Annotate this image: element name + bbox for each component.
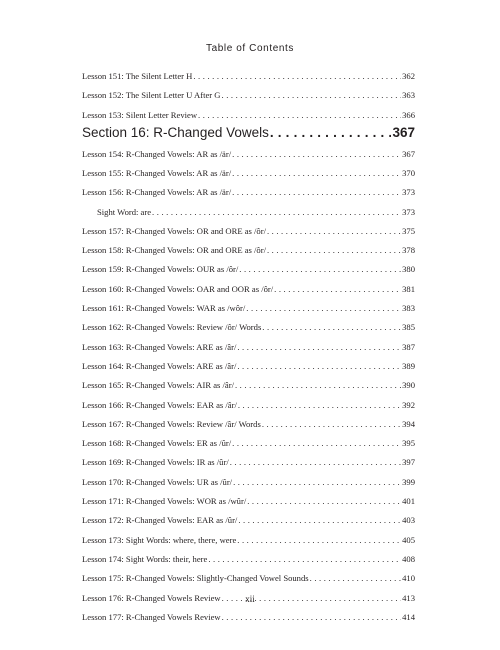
toc-entry-title: Lesson 177: R-Changed Vowels Review [82, 611, 221, 622]
toc-entry[interactable] [82, 109, 415, 121]
toc-dot-leader [232, 148, 401, 160]
toc-entry-title: Lesson 159: R-Changed Vowels: OUR as /ôr/ [82, 264, 239, 275]
toc-dot-leader [232, 437, 401, 449]
toc-entry-title: Lesson 164: R-Changed Vowels: ARE as /âr/ [82, 360, 237, 371]
toc-entry-page: 413 [402, 592, 415, 603]
toc-entry-page: 373 [402, 206, 415, 217]
toc-dot-leader [262, 418, 401, 430]
toc-entry[interactable] [82, 437, 415, 449]
toc-entry-page: 389 [402, 360, 415, 371]
toc-entry-page: 414 [402, 611, 415, 622]
toc-entry[interactable] [82, 148, 415, 160]
toc-entry-title: Lesson 154: R-Changed Vowels: AR as /är/ [82, 148, 232, 159]
toc-dot-leader [238, 399, 401, 411]
toc-entry[interactable] [82, 341, 415, 353]
toc-dot-leader [239, 263, 401, 275]
toc-dot-leader [237, 360, 401, 372]
toc-entry[interactable] [82, 611, 415, 623]
toc-entry-title: Lesson 153: Silent Letter Review [82, 109, 198, 120]
toc-entry[interactable] [82, 225, 415, 237]
toc-entry[interactable] [82, 514, 415, 526]
toc-entry[interactable] [82, 283, 415, 295]
toc-entry-title: Lesson 161: R-Changed Vowels: WAR as /wôr/ [82, 303, 246, 313]
toc-dot-leader [233, 476, 401, 488]
toc-dot-leader [267, 225, 401, 237]
toc-entry-page: 380 [402, 264, 415, 275]
toc-entry-page: 403 [402, 515, 415, 526]
toc-entry[interactable] [82, 89, 415, 101]
toc-entry-page: 362 [402, 71, 415, 81]
toc-entry[interactable] [82, 186, 415, 198]
toc-entry-title: Lesson 156: R-Changed Vowels: AR as /är/ [82, 187, 232, 198]
toc-entry[interactable] [82, 399, 415, 411]
toc-dot-leader [232, 167, 401, 179]
page-number: xii [245, 594, 255, 604]
toc-entry-title: Lesson 157: R-Changed Vowels: OR and ORE as /ôr/ [82, 225, 266, 236]
toc-dot-leader [198, 109, 401, 121]
toc-entry[interactable] [82, 418, 415, 430]
toc-dot-leader [267, 244, 401, 256]
toc-entry-page: 395 [402, 438, 415, 449]
toc-entry-title: Lesson 158: R-Changed Vowels: OR and ORE as /ôr/ [82, 245, 266, 256]
toc-entry-page: 387 [402, 341, 415, 352]
toc-dot-leader [208, 553, 401, 565]
toc-dot-leader [235, 379, 401, 391]
toc-entry[interactable] [82, 572, 415, 584]
toc-entry-title: Sight Word: are [97, 206, 152, 217]
toc-entry[interactable] [82, 553, 415, 565]
toc-entry[interactable] [82, 167, 415, 179]
toc-entry-page: 392 [402, 399, 415, 410]
toc-dot-leader [246, 302, 401, 314]
toc-entry[interactable] [82, 495, 415, 507]
toc-entry[interactable] [97, 206, 415, 218]
toc-entry-page: 370 [402, 167, 415, 178]
toc-entry[interactable] [82, 456, 415, 468]
toc-dot-leader [238, 514, 401, 526]
toc-entry-page: 367 [392, 125, 415, 141]
toc-entry-page: 385 [402, 322, 415, 333]
toc-dot-leader [230, 456, 401, 468]
toc-entry-title: Lesson 152: The Silent Letter U After G [82, 90, 221, 101]
toc-entry-page: 383 [402, 303, 415, 313]
toc-entry-page: 405 [402, 534, 415, 545]
toc-entry-page: 373 [402, 187, 415, 198]
toc-entry[interactable] [82, 476, 415, 488]
toc-dot-leader [232, 186, 401, 198]
toc-entry[interactable] [82, 263, 415, 275]
toc-entry[interactable] [82, 321, 415, 333]
toc-dot-leader [222, 89, 402, 101]
toc-section-entry[interactable] [82, 125, 415, 141]
toc-entry-title: Lesson 162: R-Changed Vowels: Review /ôr/ Words [82, 322, 262, 333]
toc-dot-leader [262, 321, 401, 333]
toc-entry-title: Section 16: R-Changed Vowels [82, 125, 269, 141]
toc-entry-title: Lesson 168: R-Changed Vowels: ER as /ûr/ [82, 438, 232, 449]
toc-entry-page: 390 [402, 380, 415, 391]
toc-entry-title: Lesson 173: Sight Words: where, there, were [82, 534, 237, 545]
toc-entry-page: 399 [402, 476, 415, 487]
toc-dot-leader [270, 125, 392, 141]
toc-entry-page: 367 [402, 148, 415, 159]
toc-entry[interactable] [82, 70, 415, 82]
toc-entry-title: Lesson 170: R-Changed Vowels: UR as /ûr/ [82, 476, 233, 487]
toc-dot-leader [237, 341, 401, 353]
toc-dot-leader [222, 611, 402, 623]
toc-dot-leader [310, 572, 401, 584]
toc-entry-title: Lesson 160: R-Changed Vowels: OAR and OOR as /ôr/ [82, 283, 274, 294]
toc-entry-title: Lesson 166: R-Changed Vowels: EAR as /âr/ [82, 399, 237, 410]
toc-dot-leader [237, 534, 401, 546]
toc-entry-page: 401 [402, 496, 415, 506]
toc-entry-title: Lesson 171: R-Changed Vowels: WOR as /wûr/ [82, 496, 247, 506]
toc-entry-title: Lesson 163: R-Changed Vowels: ARE as /âr/ [82, 341, 237, 352]
toc-dot-leader [247, 495, 401, 507]
toc-entry-title: Lesson 175: R-Changed Vowels: Slightly-Changed Vowel Sounds [82, 573, 309, 584]
toc-entry[interactable] [82, 302, 415, 314]
toc-entry-page: 394 [402, 418, 415, 429]
toc-dot-leader [274, 283, 401, 295]
toc-entry-title: Lesson 151: The Silent Letter H [82, 71, 193, 81]
toc-entry-title: Lesson 174: Sight Words: their, here [82, 553, 208, 564]
toc-entry[interactable] [82, 379, 415, 391]
toc-entry[interactable] [82, 244, 415, 256]
toc-entry-title: Lesson 167: R-Changed Vowels: Review /âr/ Words [82, 418, 261, 429]
toc-entry-page: 408 [402, 553, 415, 564]
toc-entry-page: 378 [402, 245, 415, 256]
toc-entry[interactable] [82, 534, 415, 546]
toc-entry-page: 410 [402, 573, 415, 584]
toc-dot-leader [152, 206, 401, 218]
toc-entry-title: Lesson 176: R-Changed Vowels Review [82, 592, 221, 603]
page-header-title: Table of Contents [205, 43, 295, 54]
toc-entry-page: 375 [402, 225, 415, 236]
toc-entry-page: 366 [402, 109, 415, 120]
toc-entry-page: 397 [402, 457, 415, 468]
toc-entry-title: Lesson 165: R-Changed Vowels: AIR as /âr/ [82, 380, 234, 391]
toc-entry-title: Lesson 172: R-Changed Vowels: EAR as /ûr/ [82, 515, 238, 526]
toc-entry-title: Lesson 169: R-Changed Vowels: IR as /ûr/ [82, 457, 229, 468]
toc-entry-page: 381 [402, 283, 415, 294]
toc-entry-page: 363 [402, 90, 415, 101]
toc-entry[interactable] [82, 360, 415, 372]
toc-entry-title: Lesson 155: R-Changed Vowels: AR as /är/ [82, 167, 232, 178]
toc-dot-leader [193, 70, 401, 82]
